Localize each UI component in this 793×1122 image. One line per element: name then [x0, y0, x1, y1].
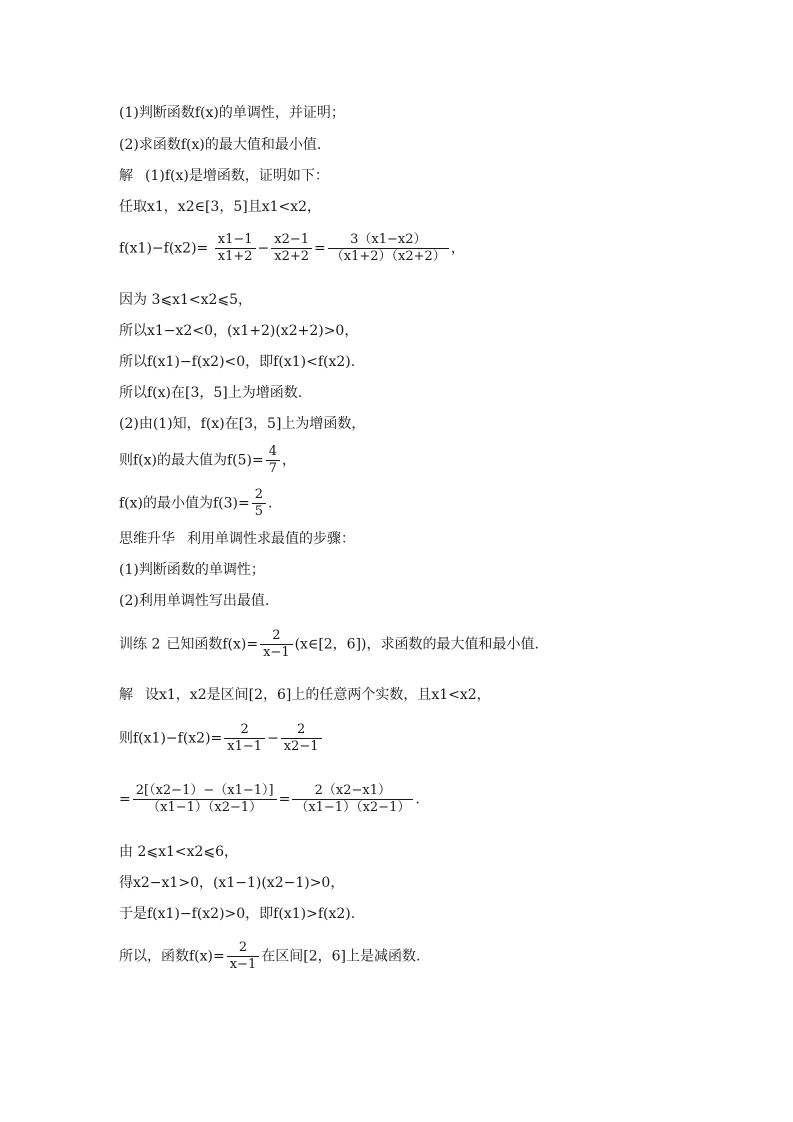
so-line-1: 所以x1−x2<0，(x1+2)(x2+2)>0， [119, 323, 359, 339]
training-text-before: 已知函数f(x)= [166, 636, 259, 653]
summary-title: 思维升华 [119, 531, 175, 547]
part1-intro-text: (1)f(x)是增函数，证明如下： [145, 168, 329, 184]
conclusion-fraction [227, 940, 260, 973]
fraction-c-num: 3（x1−x2） [350, 232, 427, 247]
training-frac-den: x−1 [260, 644, 293, 661]
solution2-intro-text: 设x1，x2是区间[2，6]上的任意两个实数，且x1<x2， [145, 687, 491, 703]
thus-line: 于是f(x1)−f(x2)>0，即f(x1)>f(x2). [119, 906, 356, 922]
question-2: (2)求函数f(x)的最大值和最小值. [119, 137, 322, 153]
from-line: 由 2⩽x1<x2⩽6， [119, 844, 239, 860]
solution2-label: 解 [119, 687, 133, 703]
term2-den: x2−1 [281, 738, 322, 755]
result2-num: 2（x2−x1） [314, 783, 392, 798]
so-line-3: 所以f(x)在[3，5]上为增函数. [119, 385, 303, 401]
max-text: 则f(x)的最大值为f(5)= [119, 452, 264, 469]
fraction-b-num: x2−1 [274, 232, 310, 247]
so-line-2: 所以f(x1)−f(x2)<0，即f(x1)<f(x2). [119, 354, 356, 370]
fraction-b [271, 232, 312, 265]
min-fraction [252, 487, 266, 520]
min-value-line: f(x)的最小值为f(3)= $\frac{2}{5}$ . [119, 487, 273, 519]
conclusion-den: x−1 [227, 956, 260, 973]
fraction-c-den: （x1+2）（x2+2） [328, 248, 449, 265]
take-x1-x2: 任取x1，x2∈[3，5]且x1<x2， [119, 199, 322, 215]
result2-fraction [292, 783, 413, 816]
min-text: f(x)的最小值为f(3)= [119, 495, 250, 512]
term2-num: 2 [297, 722, 306, 737]
term1-fraction [224, 722, 265, 755]
result2-den: （x1−1）（x2−1） [292, 799, 413, 816]
fraction-b-den: x2+2 [271, 248, 312, 265]
solution-label: 解 [119, 168, 133, 184]
training-label: 训练 2 [119, 636, 161, 653]
result1-den: （x1−1）（x2−1） [133, 799, 277, 816]
result1-num: 2[（x2−1）−（x1−1）] [135, 783, 274, 798]
max-value-line: 则f(x)的最大值为f(5)= $\frac{4}{7}$ ， [119, 444, 297, 476]
solution-part1-intro [119, 167, 329, 185]
term1-num: 2 [240, 722, 249, 737]
because-line: 因为 3⩽x1<x2⩽5， [119, 292, 253, 308]
min-num: 2 [254, 487, 264, 502]
training-frac-num: 2 [272, 628, 281, 643]
max-num: 4 [268, 444, 278, 459]
solution2-intro [119, 686, 491, 704]
max-fraction [266, 444, 280, 477]
get-line: 得x2−x1>0，(x1−1)(x2−1)>0， [119, 875, 345, 891]
summary-step-1: (1)判断函数的单调性； [119, 562, 265, 578]
term1-den: x1−1 [224, 738, 265, 755]
conclusion-num: 2 [238, 940, 248, 955]
result1-fraction [133, 783, 277, 816]
question-1: (1)判断函数f(x)的单调性，并证明； [119, 105, 345, 121]
fraction-a-num: x1−1 [217, 232, 253, 247]
conclusion-before: 所以，函数f(x)= [119, 948, 225, 965]
training-fraction [260, 628, 293, 661]
term2-fraction [281, 722, 322, 755]
solution2-result-line: = $\frac{2[(x2-1)-(x1-1)]}{(x1-1)(x2-1)}$ = $\frac{2(x2-x1)}{(x1-1)(x2-1)}$ . [119, 783, 420, 815]
difference-equation: f(x1)−f(x2)= $\frac{x1-1}{x1+2}$ − $\frac{x2-1}{x2+2}$ = $\frac{3(x1-x2)}{(x1+2)(x2+2)}$ ， [119, 232, 465, 264]
summary-heading [119, 530, 355, 548]
part2-line: (2)由(1)知，f(x)在[3，5]上为增函数， [119, 416, 366, 432]
fraction-a-den: x1+2 [215, 248, 256, 265]
min-den: 5 [252, 503, 266, 520]
summary-step-2: (2)利用单调性写出最值. [119, 593, 270, 609]
conclusion-after: 在区间[2，6]上是减函数. [261, 948, 421, 965]
then-text: 则f(x1)−f(x2)= [119, 730, 223, 747]
fraction-a [215, 232, 256, 265]
summary-text: 利用单调性求最值的步骤： [187, 531, 355, 547]
training-2 [119, 628, 539, 661]
fraction-c [328, 232, 449, 265]
max-den: 7 [266, 460, 280, 477]
solution2-then-line: 则f(x1)−f(x2)= $\frac{2}{x1-1}$ − $\frac{2}{x2-1}$ [119, 722, 324, 755]
diff-lhs: f(x1)−f(x2)= [119, 240, 209, 257]
training-text-after: (x∈[2，6])，求函数的最大值和最小值. [294, 636, 539, 653]
conclusion-line [119, 940, 420, 973]
